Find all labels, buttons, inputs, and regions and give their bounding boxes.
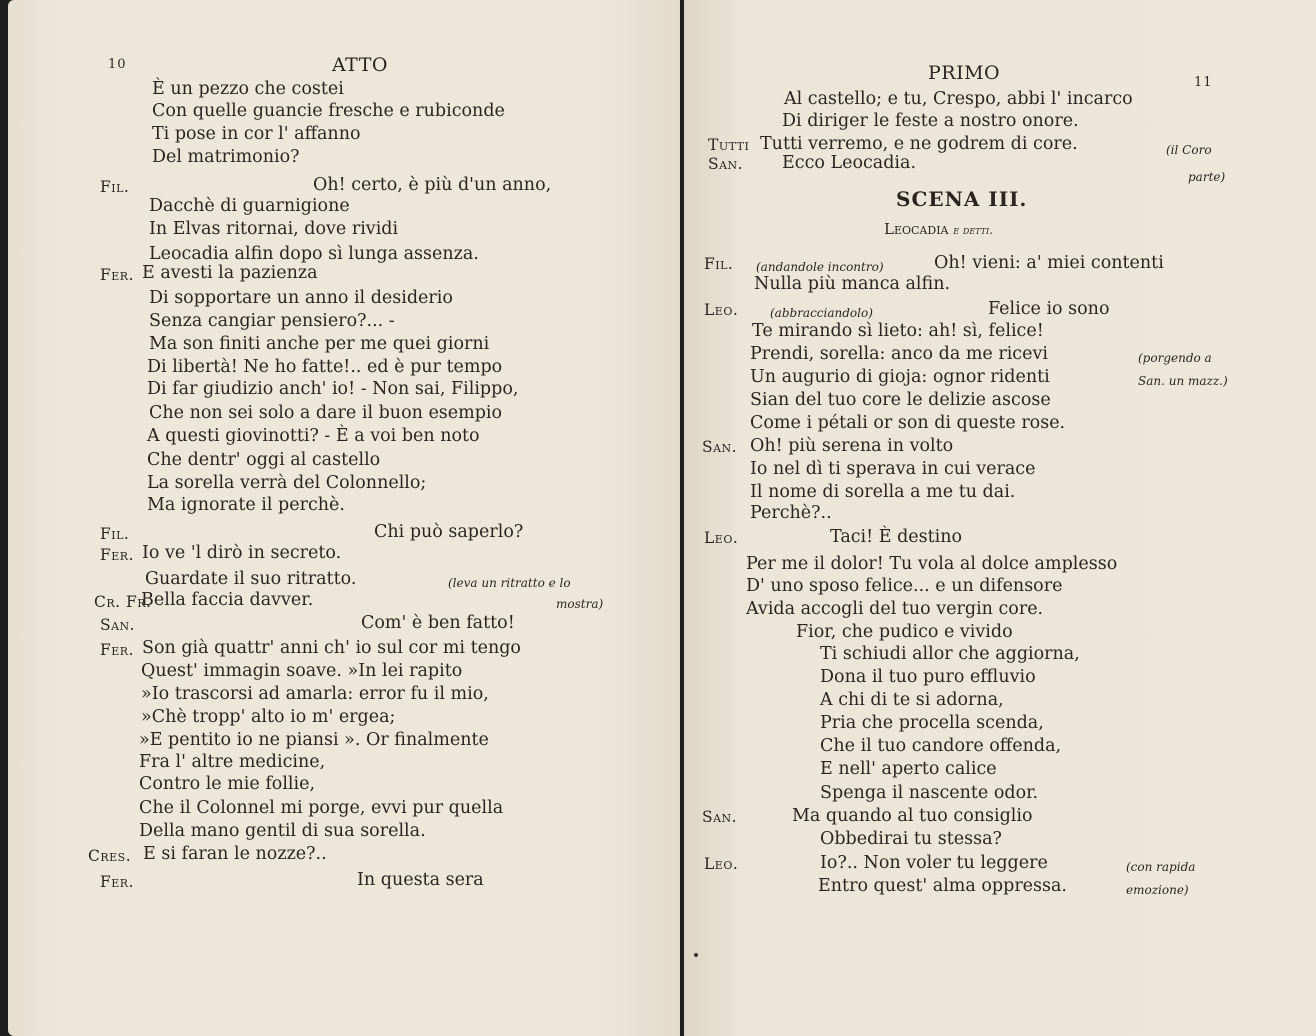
verse-line: Fior, che pudico e vivido <box>796 622 1013 642</box>
verse-line: Obbedirai tu stessa? <box>820 829 1002 849</box>
verse-line: Di libertà! Ne ho fatte!.. ed è pur tempo <box>147 357 503 377</box>
speaker: Tutti <box>708 136 750 154</box>
verse-line: È un pezzo che costei <box>152 79 344 99</box>
verse-line: Perchè?.. <box>750 503 832 523</box>
stage-direction: (leva un ritratto e lo <box>448 576 571 590</box>
verse-line: E si faran le nozze?.. <box>143 844 327 864</box>
verse-line: Con quelle guancie fresche e rubiconde <box>152 101 505 121</box>
speaker: Fil. <box>704 255 734 273</box>
verse-line: Che il Colonnel mi porge, evvi pur quella <box>139 798 504 818</box>
verse-line: Com' è ben fatto! <box>361 613 515 633</box>
verse-line: Spenga il nascente odor. <box>820 783 1039 803</box>
character-name: Leocadia <box>884 220 949 238</box>
verse-line: Come i pétali or son di queste rose. <box>750 413 1066 433</box>
verse-line: E nell' aperto calice <box>820 759 997 779</box>
verse-line: Che dentr' oggi al castello <box>147 450 381 470</box>
verse-line: Guardate il suo ritratto. <box>145 569 357 589</box>
stage-direction: parte) <box>1188 170 1226 184</box>
speaker: Cr. Fr. <box>94 593 152 611</box>
verse-line: Di far giudizio anch' io! - Non sai, Filippo, <box>147 379 519 399</box>
scene-title: SCENA III. <box>896 187 1028 211</box>
verse-line: Senza cangiar pensiero?... - <box>149 311 395 331</box>
scene-subtitle-rest: e detti. <box>953 223 993 237</box>
verse-line: Taci! È destino <box>830 527 963 547</box>
speaker: Fer. <box>100 266 134 284</box>
verse-line: D' uno sposo felice... e un difensore <box>746 576 1063 596</box>
verse-line: Bella faccia davver. <box>141 590 314 610</box>
speaker: Fil. <box>100 525 130 543</box>
running-head: ATTO <box>332 54 388 76</box>
verse-line: Ti pose in cor l' affanno <box>152 124 361 144</box>
speaker: Leo. <box>704 529 739 547</box>
verse-line: Ti schiudi allor che aggiorna, <box>820 644 1080 664</box>
verse-line: Dona il tuo puro effluvio <box>820 667 1036 687</box>
scene-subtitle <box>884 218 993 241</box>
verse-line: Pria che procella scenda, <box>820 713 1044 733</box>
verse-line: Ma son finiti anche per me quei giorni <box>149 334 490 354</box>
speaker: Leo. <box>704 301 739 319</box>
verse-line: Te mirando sì lieto: ah! sì, felice! <box>752 321 1044 341</box>
verse-line: Il nome di sorella a me tu dai. <box>750 482 1016 502</box>
stage-direction: (abbracciandolo) <box>770 306 873 320</box>
verse-line: Io?.. Non voler tu leggere <box>820 853 1048 873</box>
verse-line: Oh! certo, è più d'un anno, <box>313 175 552 195</box>
verse-line: Oh! vieni: a' miei contenti <box>934 253 1164 273</box>
verse-line: Che il tuo candore offenda, <box>820 736 1062 756</box>
verse-line: In questa sera <box>357 870 484 890</box>
stage-direction: (il Coro <box>1166 143 1212 157</box>
speaker: San. <box>708 155 744 173</box>
speaker: Fer. <box>100 641 134 659</box>
stage-direction: (con rapida <box>1126 860 1196 874</box>
verse-line: Per me il dolor! Tu vola al dolce amplesso <box>746 554 1118 574</box>
verse-line: A chi di te si adorna, <box>820 690 1004 710</box>
verse-line: Oh! più serena in volto <box>750 436 954 456</box>
verse-line: »E pentito io ne piansi ». Or finalmente <box>139 730 489 750</box>
verse-line: Son già quattr' anni ch' io sul cor mi tengo <box>142 638 521 658</box>
verse-line: E avesti la pazienza <box>142 263 318 283</box>
verse-line: Di sopportare un anno il desiderio <box>149 288 453 308</box>
verse-line: Avida accogli del tuo vergin core. <box>746 599 1044 619</box>
verse-line: Io nel dì ti sperava in cui verace <box>750 459 1036 479</box>
verse-line: Dacchè di guarnigione <box>149 196 350 216</box>
verse-line: A questi giovinotti? - È a voi ben noto <box>147 426 480 446</box>
verse-line: Tutti verremo, e ne godrem di core. <box>760 134 1078 154</box>
running-head: PRIMO <box>928 62 1001 84</box>
stage-direction: San. un mazz.) <box>1138 374 1228 388</box>
speaker: Leo. <box>704 855 739 873</box>
verse-line: Di diriger le feste a nostro onore. <box>782 111 1079 131</box>
speaker: Fer. <box>100 546 134 564</box>
verse-line: Al castello; e tu, Crespo, abbi l' incarco <box>784 89 1133 109</box>
verse-line: Contro le mie follie, <box>139 774 316 794</box>
verse-line: Nulla più manca alfin. <box>754 274 951 294</box>
verse-line: Un augurio di gioja: ognor ridenti <box>750 367 1050 387</box>
speaker: San. <box>702 808 738 826</box>
verse-line: Quest' immagin soave. »In lei rapito <box>141 661 463 681</box>
verse-line: Del matrimonio? <box>152 147 300 167</box>
verse-line: »Chè tropp' alto io m' ergea; <box>141 707 396 727</box>
stage-direction: mostra) <box>556 597 604 611</box>
verse-line: Della mano gentil di sua sorella. <box>139 821 426 841</box>
stage-direction: (porgendo a <box>1138 351 1212 365</box>
verse-line: Chi può saperlo? <box>374 522 524 542</box>
verse-line: Felice io sono <box>988 299 1110 319</box>
left-page <box>8 0 680 1036</box>
verse-line: In Elvas ritornai, dove rividi <box>149 219 399 239</box>
right-page <box>684 0 1316 1036</box>
verse-line: Entro quest' alma oppressa. <box>818 876 1067 896</box>
page-number: 11 <box>1194 75 1213 90</box>
verse-line: Fra l' altre medicine, <box>139 752 326 772</box>
verse-line: Leocadia alfin dopo sì lunga assenza. <box>149 244 479 264</box>
verse-line: Ma quando al tuo consiglio <box>792 806 1033 826</box>
verse-line: Sian del tuo core le delizie ascose <box>750 390 1051 410</box>
speaker: Cres. <box>88 847 132 865</box>
verse-line: Io ve 'l dirò in secreto. <box>142 543 342 563</box>
speaker: San. <box>702 438 738 456</box>
speaker: Fil. <box>100 178 130 196</box>
stage-direction: (andandole incontro) <box>756 260 884 274</box>
stage-direction: emozione) <box>1126 883 1189 897</box>
verse-line: Ma ignorate il perchè. <box>147 495 345 515</box>
verse-line: Ecco Leocadia. <box>782 153 917 173</box>
verse-line: »Io trascorsi ad amarla: error fu il mio, <box>141 684 489 704</box>
page-number: 10 <box>108 57 127 72</box>
speaker: San. <box>100 616 136 634</box>
speaker: Fer. <box>100 873 134 891</box>
verse-line: La sorella verrà del Colonnello; <box>147 473 427 493</box>
verse-line: Che non sei solo a dare il buon esempio <box>149 403 503 423</box>
ink-speck <box>694 953 698 957</box>
verse-line: Prendi, sorella: anco da me ricevi <box>750 344 1048 364</box>
